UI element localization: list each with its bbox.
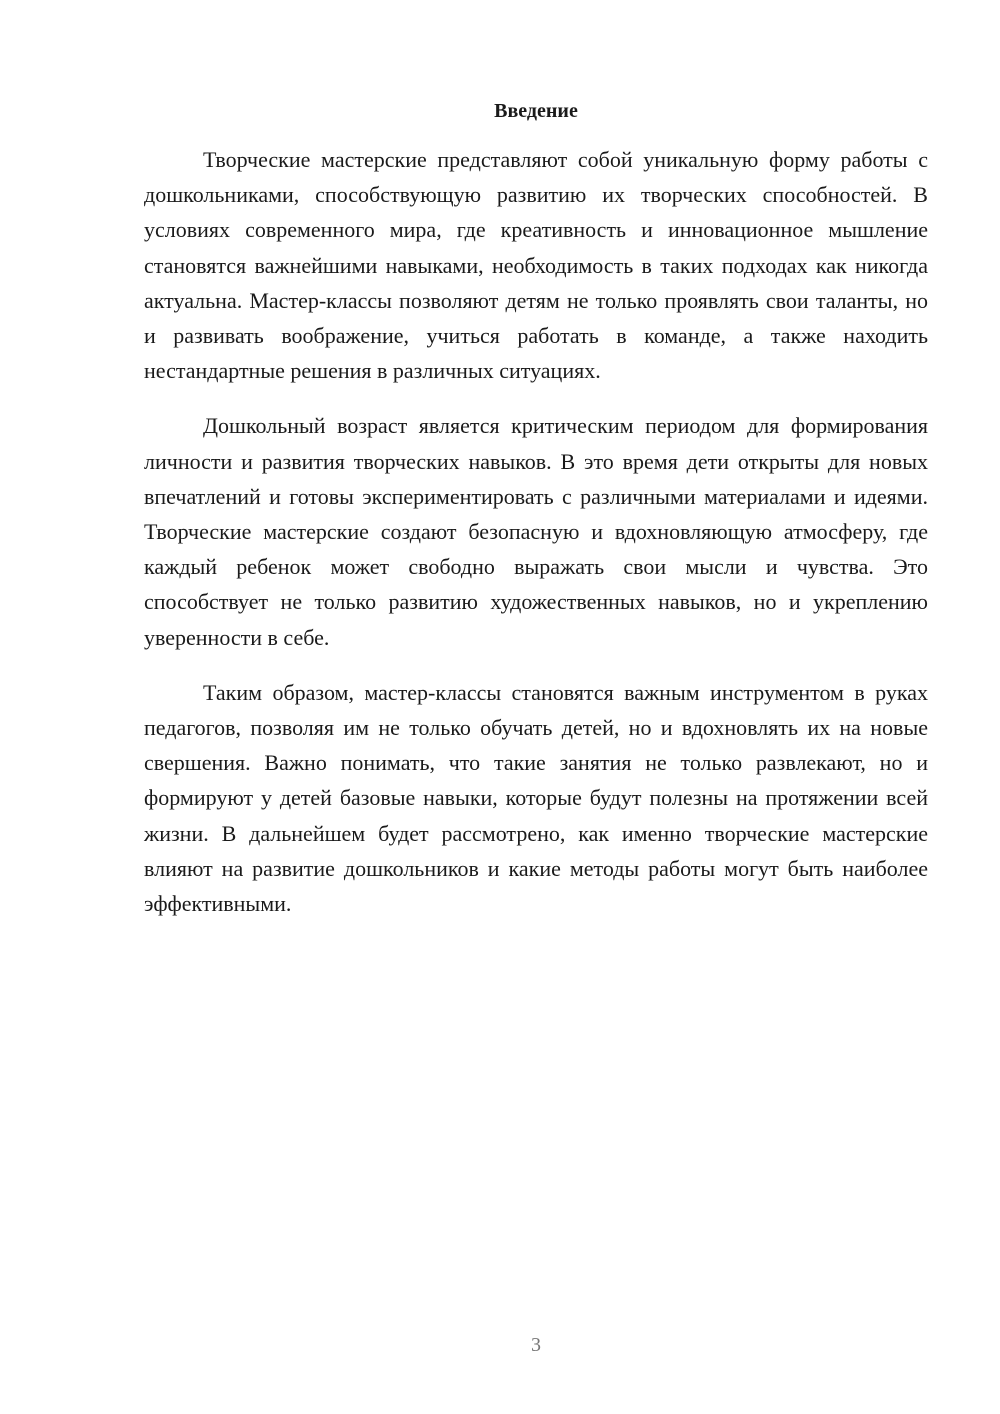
paragraph-1: Творческие мастерские представляют собой уникальную форму работы с дошкольниками, способствующую развитию их творческих способностей. В условиях современного мира, где креативность и инновационное мышление становятся важнейшими навыками, необходимость в таких подходах как никогда актуальна. Мастер-классы позволяют детям не только проявлять свои таланты, но и развивать воображение, учиться работать в команде, а также находить нестандартные решения в различных ситуациях. bbox=[144, 147, 928, 384]
paragraph-2: Дошкольный возраст является критическим периодом для формирования личности и развития творческих навыков. В это время дети открыты для новых впечатлений и готовы экспериментировать с различными материалами и идеями. Творческие мастерские создают безопасную и вдохновляющую атмосферу, где каждый ребенок может свободно выражать свои мысли и чувства. Это способствует не только развитию художественных навыков, но и укреплению уверенности в себе. bbox=[144, 413, 928, 650]
page-number: 3 bbox=[531, 1334, 541, 1356]
document-body bbox=[144, 142, 928, 941]
page-title: Введение bbox=[494, 100, 578, 122]
paragraph-3: Таким образом, мастер-классы становятся важным инструментом в руках педагогов, позволяя им не только обучать детей, но и вдохновлять их на новые свершения. Важно понимать, что такие занятия не только развлекают, но и формируют у детей базовые навыки, которые будут полезны на протяжении всей жизни. В дальнейшем будет рассмотрено, как именно творческие мастерские влияют на развитие дошкольников и какие методы работы могут быть наиболее эффективными. bbox=[144, 679, 928, 917]
